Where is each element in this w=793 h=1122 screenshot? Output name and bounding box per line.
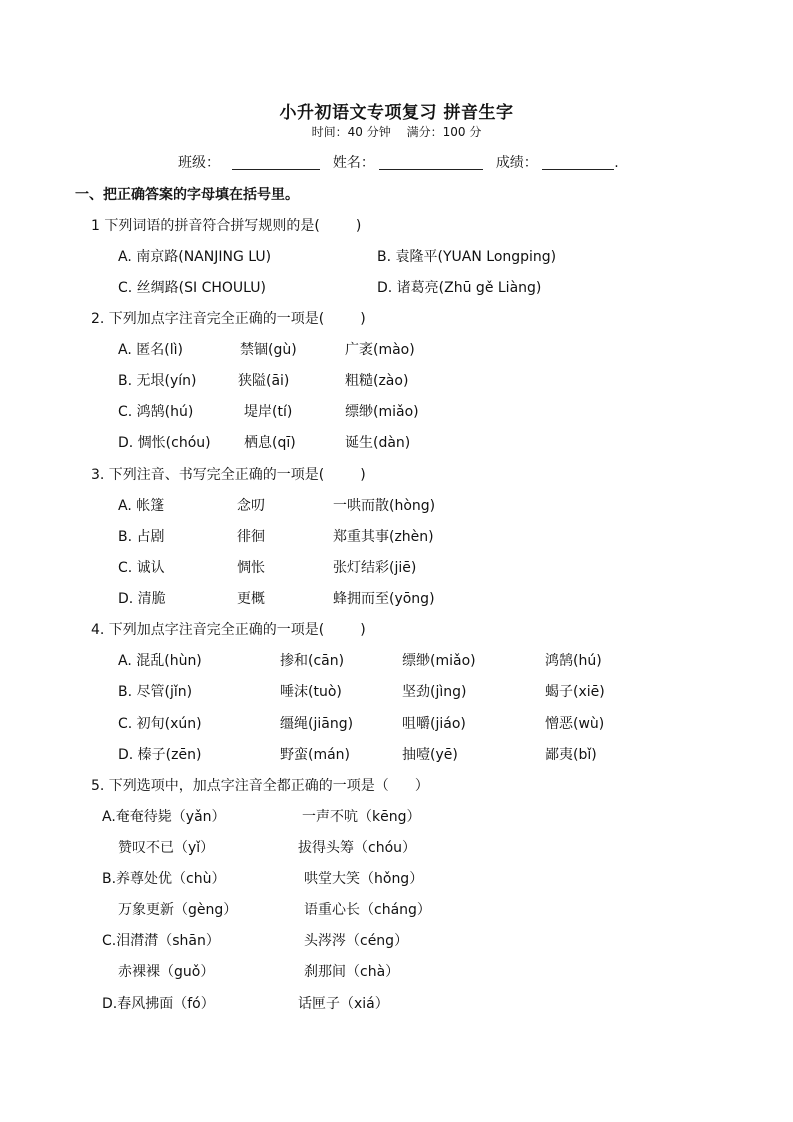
q2-d-2: 栖息(qī) bbox=[244, 435, 296, 451]
q5-c2-2: 刹那间（chà） bbox=[304, 964, 400, 980]
section-heading: 一、把正确答案的字母填在括号里。 bbox=[75, 187, 299, 203]
q5-a2-1: 赞叹不已（yǐ） bbox=[118, 840, 215, 856]
full-score: 满分：100 分 bbox=[406, 125, 482, 139]
q3-b-2: 徘徊 bbox=[237, 529, 265, 545]
question-1-close: ) bbox=[355, 218, 362, 234]
q5-d-1: D.春风拂面（fó） bbox=[102, 996, 215, 1012]
question-2-stem bbox=[91, 308, 366, 328]
question-3-text: 3. 下列注音、书写完全正确的一项是( bbox=[91, 467, 325, 483]
class-label: 班级： bbox=[178, 155, 220, 171]
q4-c-4: 憎恶(wù) bbox=[545, 716, 605, 732]
q4-c-2: 缰绳(jiāng) bbox=[280, 716, 354, 732]
q4-a-1: A. 混乱(hùn) bbox=[118, 653, 202, 669]
q2-c-3: 缥缈(miǎo) bbox=[345, 404, 419, 420]
page-title: 小升初语文专项复习 拼音生字 bbox=[279, 103, 514, 123]
question-5-close: ） bbox=[414, 778, 429, 794]
class-blank[interactable] bbox=[232, 155, 320, 170]
q2-a-1: A. 匿名(lì) bbox=[118, 342, 183, 358]
question-3-stem bbox=[91, 464, 366, 484]
q2-c-2: 堤岸(tí) bbox=[244, 404, 293, 420]
q2-d-3: 诞生(dàn) bbox=[345, 435, 411, 451]
q4-d-3: 抽噎(yē) bbox=[402, 747, 458, 763]
q4-b-1: B. 尽管(jǐn) bbox=[118, 684, 193, 700]
q1-option-b: B. 袁隆平(YUAN Longping) bbox=[377, 249, 557, 265]
q5-a-2: 一声不吭（kēng） bbox=[302, 809, 421, 825]
q2-b-2: 狭隘(āi) bbox=[238, 373, 290, 389]
q4-a-4: 鸿鹄(hú) bbox=[545, 653, 602, 669]
q3-d-1: D. 清脆 bbox=[118, 591, 166, 607]
question-2-text: 2. 下列加点字注音完全正确的一项是( bbox=[91, 311, 325, 327]
q3-a-2: 念叨 bbox=[237, 498, 265, 514]
q3-c-3: 张灯结彩(jiē) bbox=[333, 560, 417, 576]
q3-c-2: 惆怅 bbox=[237, 560, 265, 576]
q2-b-3: 粗糙(zào) bbox=[345, 373, 409, 389]
question-1-text: 1 下列词语的拼音符合拼写规则的是( bbox=[91, 218, 320, 234]
q4-d-1: D. 榛子(zēn) bbox=[118, 747, 202, 763]
q3-a-1: A. 帐篷 bbox=[118, 498, 165, 514]
q2-a-2: 禁锢(gù) bbox=[240, 342, 297, 358]
q1-option-a: A. 南京路(NANJING LU) bbox=[118, 249, 272, 265]
question-1-stem bbox=[91, 215, 361, 235]
q3-b-3: 郑重其事(zhèn) bbox=[333, 529, 434, 545]
q4-b-2: 唾沫(tuò) bbox=[280, 684, 342, 700]
q4-d-2: 野蛮(mán) bbox=[280, 747, 351, 763]
time-limit: 时间：40 分钟 bbox=[311, 125, 391, 139]
q5-b2-2: 语重心长（cháng） bbox=[304, 902, 431, 918]
grade-label: 成绩： bbox=[495, 155, 538, 171]
q5-c-1: C.泪潸潸（shān） bbox=[102, 933, 220, 949]
q5-b2-1: 万象更新（gèng） bbox=[118, 902, 238, 918]
q4-b-3: 坚劲(jìng) bbox=[402, 684, 467, 700]
question-5-text: 5. 下列选项中，加点字注音全都正确的一项是（ bbox=[91, 778, 389, 794]
grade-blank[interactable] bbox=[542, 155, 614, 170]
q4-a-3: 缥缈(miǎo) bbox=[402, 653, 476, 669]
q4-a-2: 掺和(cān) bbox=[280, 653, 345, 669]
page-subtitle bbox=[0, 123, 793, 140]
q4-d-4: 鄙夷(bǐ) bbox=[545, 747, 597, 763]
q4-c-3: 咀嚼(jiáo) bbox=[402, 716, 466, 732]
question-5-stem bbox=[91, 775, 429, 795]
q5-d-2: 话匣子（xiá） bbox=[298, 996, 389, 1012]
name-label: 姓名： bbox=[332, 155, 375, 171]
q3-a-3: 一哄而散(hòng) bbox=[333, 498, 436, 514]
q5-c-2: 头涔涔（céng） bbox=[304, 933, 409, 949]
q5-b-2: 哄堂大笑（hǒng） bbox=[304, 871, 424, 887]
q5-a-1: A.奄奄待毙（yǎn） bbox=[102, 809, 226, 825]
q4-b-4: 蝎子(xiē) bbox=[545, 684, 605, 700]
question-2-close: ) bbox=[360, 311, 366, 327]
q4-c-1: C. 初旬(xún) bbox=[118, 716, 202, 732]
student-info-row bbox=[178, 152, 619, 172]
q5-c2-1: 赤裸裸（guǒ） bbox=[118, 964, 215, 980]
q2-d-1: D. 惆怅(chóu) bbox=[118, 435, 211, 451]
q2-b-1: B. 无垠(yín) bbox=[118, 373, 197, 389]
q1-option-d: D. 诸葛亮(Zhū gě Liàng) bbox=[377, 280, 542, 296]
q2-a-3: 广袤(mào) bbox=[345, 342, 415, 358]
q5-a2-2: 拔得头筹（chóu） bbox=[298, 840, 417, 856]
q1-option-c: C. 丝绸路(SI CHOULU) bbox=[118, 280, 266, 296]
question-4-close: ) bbox=[360, 622, 366, 638]
question-4-stem bbox=[91, 619, 366, 639]
q2-c-1: C. 鸿鹄(hú) bbox=[118, 404, 194, 420]
question-4-text: 4. 下列加点字注音完全正确的一项是( bbox=[91, 622, 325, 638]
q5-b-1: B.养尊处优（chù） bbox=[102, 871, 226, 887]
q3-d-3: 蜂拥而至(yōng) bbox=[333, 591, 435, 607]
name-blank[interactable] bbox=[379, 155, 483, 170]
q3-c-1: C. 诚认 bbox=[118, 560, 165, 576]
q3-d-2: 更概 bbox=[237, 591, 265, 607]
question-3-close: ) bbox=[360, 467, 366, 483]
info-end: . bbox=[614, 155, 619, 171]
q3-b-1: B. 占剧 bbox=[118, 529, 165, 545]
